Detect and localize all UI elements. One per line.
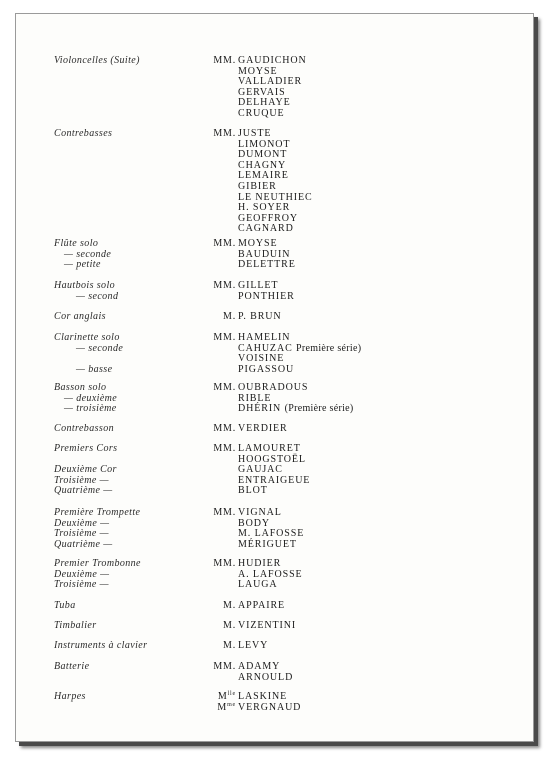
musician-name: DHÉRIN (Première série) [238,403,354,415]
musician-name: MOYSE [238,65,278,77]
roster-section [16,424,533,435]
instrument-label: — second [76,290,119,302]
honorific: MM. [213,558,236,569]
honorific: MM. [213,55,236,66]
musician-name: GAUDICHON [238,55,307,66]
roster-row [16,312,533,323]
roster-section [16,662,533,683]
roster-row [16,486,533,497]
musician-name: CAHUZAC Première série) [238,342,362,354]
roster-row [16,580,533,591]
musician-name: HOOGSTOËL [238,453,306,465]
musician-name: OUBRADOUS [238,382,309,393]
musician-name: PIGASSOU [238,363,295,375]
instrument-label: Troisième — [54,528,109,540]
musician-name: ADAMY [238,661,281,672]
roster-section [16,312,533,323]
roster-row [16,292,533,303]
musician-name: GILLET [238,280,279,291]
honorific: MM. [213,443,236,454]
roster-section [16,692,533,713]
roster-row [16,224,533,235]
document-page [15,13,534,742]
roster-section [16,333,533,375]
musician-name: LAMOURET [238,443,301,454]
musician-name: DELETTRE [238,259,296,271]
musician-name: LAUGA [238,579,278,591]
roster-section [16,559,533,591]
roster-row [16,508,533,519]
musician-name: VIZENTINI [238,620,297,631]
roster-row [16,424,533,435]
musician-name: A. LAFOSSE [238,568,303,580]
honorific: MM. [213,128,236,139]
honorific: MM. [213,507,236,518]
roster-row [16,540,533,551]
musician-name: CHAGNY [238,159,287,171]
roster-row [16,621,533,632]
instrument-label: — basse [76,363,113,375]
musician-name: LEMAIRE [238,170,289,182]
instrument-label: Quatrième — [54,485,113,497]
instrument-label: — petite [64,259,101,271]
roster-row [16,365,533,376]
musician-name: VIGNAL [238,507,282,518]
instrument-label: Premier Trombonne [54,558,141,569]
musician-name: DELHAYE [238,97,291,109]
musician-name: JUSTE [238,128,272,139]
roster-row [16,673,533,684]
musician-name: ENTRAIGEUE [238,474,311,486]
honorific: MM. [213,332,236,343]
roster-row [16,601,533,612]
musician-name: MOYSE [238,238,278,249]
honorific: MM. [213,661,236,672]
musician-name: MÉRIGUET [238,538,297,550]
instrument-label: Clarinette solo [54,332,120,343]
instrument-label: — seconde [76,342,124,354]
honorific: $M^{lle}$ [217,691,236,702]
musician-name: ARNOULD [238,671,294,683]
roster-row [16,109,533,120]
musician-name: BODY [238,517,270,529]
instrument-label: Basson solo [54,382,107,393]
musician-name: APPAIRE [238,600,286,611]
musician-name: M. LAFOSSE [238,528,305,540]
roster-row [16,641,533,652]
musician-name: LASKINE [238,691,288,702]
honorific: MM. [213,280,236,291]
instrument-label: Premiers Cors [54,443,118,454]
instrument-label: Deuxième Cor [54,464,117,476]
honorific: MM. [213,423,236,434]
instrument-label: Contrebasses [54,128,113,139]
roster-section [16,281,533,302]
instrument-label: — seconde [64,248,112,260]
honorific: M. [223,600,236,611]
instrument-label: Harpes [54,691,86,702]
instrument-label: — troisième [64,403,117,415]
musician-name: DUMONT [238,149,288,161]
honorific-superscript: lle [227,691,236,697]
instrument-label: Tuba [54,600,76,611]
instrument-label: Troisième — [54,474,109,486]
honorific: MM. [213,238,236,249]
instrument-label: Troisième — [54,579,109,591]
instrument-label: Cor anglais [54,311,106,322]
instrument-label: Quatrième — [54,538,113,550]
roster-section [16,641,533,652]
roster-section [16,601,533,612]
musician-name: GERVAIS [238,86,286,98]
roster-row [16,703,533,714]
series-note: Première série) [296,342,362,354]
honorific: $M^{me}$ [217,701,236,713]
roster-row [16,404,533,415]
musician-name: HAMELIN [238,332,291,343]
instrument-label: Contrebasson [54,423,114,434]
musician-name: GEOFFROY [238,212,298,224]
roster-section [16,56,533,120]
instrument-label: Timbalier [54,620,97,631]
honorific: M. [223,311,236,322]
instrument-label: Batterie [54,661,90,672]
musician-name: BLOT [238,485,268,497]
musician-name: GAUJAC [238,464,283,476]
instrument-label: Deuxième — [54,568,110,580]
musician-name: LIMONOT [238,138,291,150]
honorific: M. [223,620,236,631]
musician-name: GIBIER [238,180,277,192]
musician-name: VERGNAUD [238,701,302,713]
instrument-label: — deuxième [64,392,118,404]
musician-name: BAUDUIN [238,248,291,260]
instrument-label: Instruments à clavier [54,640,148,651]
instrument-label: Hautbois solo [54,280,116,291]
instrument-label: Première Trompette [54,507,141,518]
musician-name: CRUQUE [238,107,285,119]
series-note: (Première série) [284,403,354,415]
roster-section [16,621,533,632]
musician-name: LEVY [238,640,269,651]
musician-name: VALLADIER [238,76,303,88]
roster-section [16,239,533,271]
honorific: MM. [213,382,236,393]
honorific-superscript: me [227,701,236,708]
musician-name: P. BRUN [238,311,282,322]
musician-name: LE NEUTHIEC [238,191,313,203]
musician-name: RIBLE [238,392,272,404]
musician-name: CAGNARD [238,223,294,235]
roster-row [16,383,533,394]
instrument-label: Flûte solo [54,238,99,249]
roster-section [16,383,533,415]
musician-name: PONTHIER [238,290,295,302]
musician-name: HUDIER [238,558,282,569]
roster-section [16,444,533,497]
musician-name: VOISINE [238,353,285,365]
instrument-label: Violoncelles (Suite) [54,55,140,66]
honorific: M. [223,640,236,651]
musician-name: VERDIER [238,423,288,434]
instrument-label: Deuxième — [54,517,110,529]
roster-section [16,129,533,235]
roster-section [16,508,533,550]
roster-row [16,260,533,271]
musician-name: H. SOYER [238,202,291,214]
